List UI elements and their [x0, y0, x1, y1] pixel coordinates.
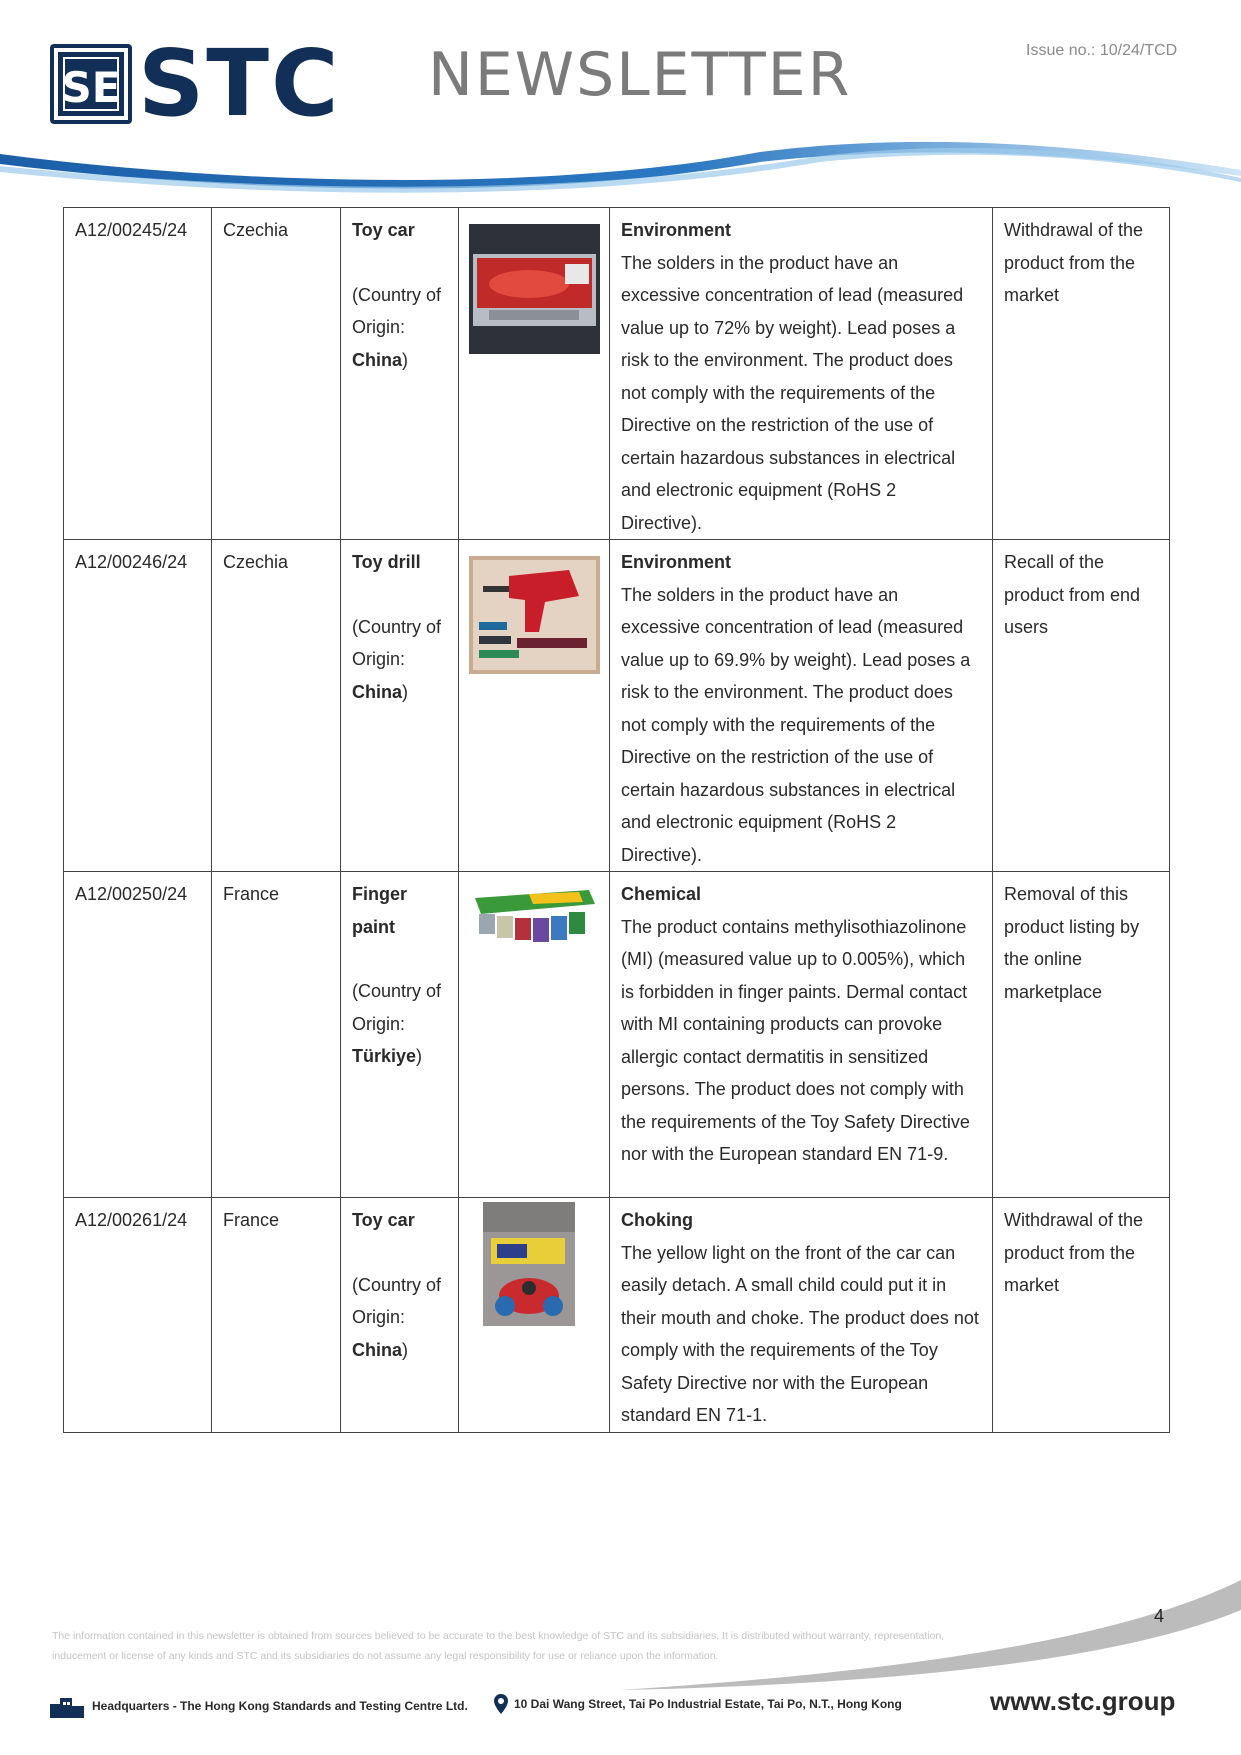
website-link[interactable]: www.stc.group	[990, 1686, 1176, 1716]
risk-cell	[610, 208, 993, 540]
address-text: 10 Dai Wang Street, Tai Po Industrial Estate, Tai Po, N.T., Hong Kong	[514, 1697, 902, 1711]
origin-label: (Country of Origin:	[352, 1274, 442, 1327]
product-name: Toy car	[352, 220, 415, 240]
address-info	[494, 1694, 902, 1714]
measures-taken: Removal of this product listing by the online marketplace	[993, 872, 1170, 1198]
headquarters-text: Headquarters - The Hong Kong Standards and Testing Centre Ltd.	[92, 1699, 468, 1713]
origin-label: (Country of Origin:	[352, 616, 442, 669]
issue-number: Issue no.: 10/24/TCD	[1026, 42, 1178, 59]
table-row	[64, 208, 1170, 540]
product-alert-table	[63, 207, 1170, 1433]
product-photo-toy-car	[483, 1202, 575, 1326]
notifying-country: Czechia	[212, 208, 341, 540]
logo-wordmark: STC	[138, 30, 341, 137]
origin-close: )	[402, 1339, 409, 1360]
product-cell	[341, 1198, 459, 1433]
notifying-country: France	[212, 1198, 341, 1433]
risk-description: The solders in the product have an excessive concentration of lead (measured value up to 72% by weight). Lead poses a risk to the environment. The product does not comply with the requirements of the Directive on the restriction of the use of certain hazardous substances in electrical and electronic equipment (RoHS 2 Directive).	[621, 252, 964, 533]
risk-type: Chemical	[621, 884, 702, 904]
disclaimer-text: The information contained in this newsletter is obtained from sources believed to be accurate to the best knowledge of STC and its subsidiaries. It is distributed without warranty, representation, inducement or license of any kinds and STC and its subsidiaries do not assume any legal responsibility for use or reliance upon the information.	[52, 1630, 945, 1662]
product-image-cell	[459, 872, 610, 1198]
origin-country: China	[352, 349, 403, 370]
origin-country: Türkiye	[352, 1046, 417, 1066]
risk-description: The product contains methylisothiazolinone (MI) (measured value up to 0.005%), which is forbidden in finger paints. Dermal contact with MI containing products can provoke allergic contact dermatitis in sensitized persons. The product does not comply with the requirements of the Toy Safety Directive nor with the European standard EN 71-9.	[621, 916, 970, 1164]
risk-type: Environment	[621, 220, 732, 240]
product-cell	[341, 208, 459, 540]
reference-number: A12/00246/24	[64, 540, 212, 872]
notifying-country: Czechia	[212, 540, 341, 872]
measures-taken: Recall of the product from end users	[993, 540, 1170, 872]
product-name: Toy drill	[352, 552, 421, 572]
risk-description: The yellow light on the front of the car can easily detach. A small child could put it in their mouth and choke. The product does not comply with the requirements of the Toy Safety Directive nor with the European standard EN 71-1.	[621, 1242, 979, 1425]
location-pin-icon	[494, 1694, 508, 1714]
reference-number: A12/00250/24	[64, 872, 212, 1198]
origin-label: (Country of Origin:	[352, 981, 442, 1034]
newsletter-title: NEWSLETTER	[428, 40, 852, 110]
risk-cell	[610, 540, 993, 872]
product-image-cell	[459, 208, 610, 540]
risk-cell	[610, 872, 993, 1198]
table-row	[64, 540, 1170, 872]
logo-emblem	[50, 44, 132, 124]
risk-cell	[610, 1198, 993, 1433]
header-wave-decoration	[0, 130, 1241, 200]
table-row	[64, 1198, 1170, 1433]
table-row	[64, 872, 1170, 1198]
page-number: 4	[1154, 1606, 1165, 1626]
product-photo-toy-drill	[469, 556, 600, 674]
product-image-cell	[459, 540, 610, 872]
risk-type: Environment	[621, 552, 732, 572]
reference-number: A12/00245/24	[64, 208, 212, 540]
risk-description: The solders in the product have an excessive concentration of lead (measured value up to 69.9% by weight). Lead poses a risk to the environment. The product does not comply with the requirements of the Directive on the restriction of the use of certain hazardous substances in electrical and electronic equipment (RoHS 2 Directive).	[621, 584, 971, 865]
origin-country: China	[352, 681, 403, 702]
notifying-country: France	[212, 872, 341, 1198]
product-image-cell	[459, 1198, 610, 1433]
page-header	[0, 0, 1241, 200]
product-cell	[341, 872, 459, 1198]
measures-taken: Withdrawal of the product from the market	[993, 208, 1170, 540]
origin-country: China	[352, 1339, 403, 1360]
product-name: Finger paint	[352, 884, 408, 937]
origin-label: (Country of Origin:	[352, 284, 442, 337]
origin-close: )	[402, 349, 409, 370]
measures-taken: Withdrawal of the product from the market	[993, 1198, 1170, 1433]
page-footer	[48, 1686, 1198, 1722]
svg-text:SE: SE	[61, 63, 121, 112]
stc-logo	[50, 30, 341, 137]
building-icon	[48, 1694, 86, 1718]
product-name: Toy car	[352, 1210, 415, 1230]
product-photo-toy-car	[469, 224, 600, 354]
product-cell	[341, 540, 459, 872]
headquarters-info	[48, 1694, 468, 1718]
product-photo-finger-paint	[469, 888, 600, 958]
origin-close: )	[402, 681, 409, 702]
origin-close: )	[416, 1046, 423, 1066]
reference-number: A12/00261/24	[64, 1198, 212, 1433]
risk-type: Choking	[621, 1210, 693, 1230]
